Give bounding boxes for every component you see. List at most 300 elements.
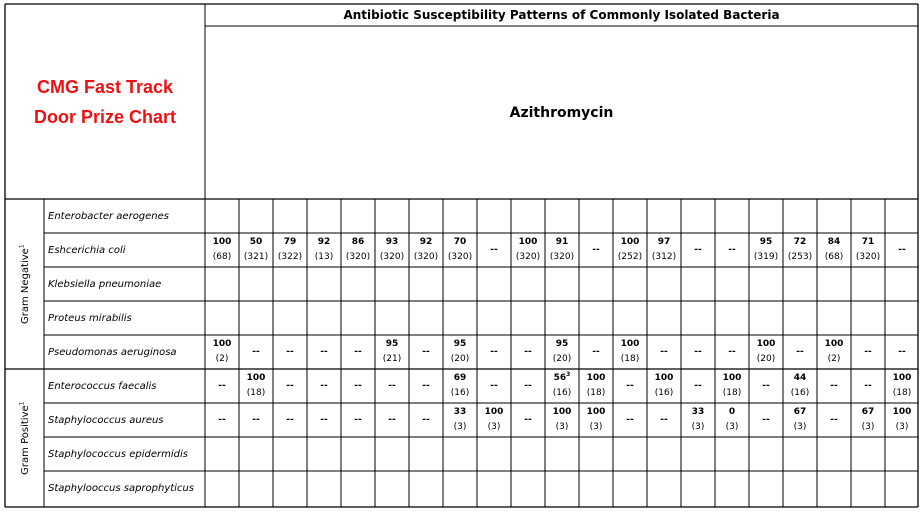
- table-cell: [205, 437, 239, 471]
- table-cell: [783, 403, 817, 437]
- table-cell: [341, 301, 375, 335]
- table-cell: [443, 233, 477, 267]
- isolate-count: (16): [654, 388, 674, 398]
- table-cell: [613, 369, 647, 403]
- table-cell: [851, 471, 885, 505]
- isolate-count: (13): [314, 252, 334, 262]
- susceptibility-value: --: [762, 380, 770, 391]
- susceptibility-value: --: [592, 346, 600, 357]
- susceptibility-value: 72: [793, 237, 807, 247]
- group-label-gram-negative: [18, 244, 30, 324]
- group-footnote-mark: 1: [18, 244, 26, 249]
- isolate-count: (18): [892, 388, 912, 398]
- susceptibility-value: 44: [793, 373, 807, 383]
- susceptibility-value: 71: [861, 237, 875, 247]
- table-cell: [273, 335, 307, 369]
- table-cell: [613, 403, 647, 437]
- table-cell: [885, 233, 919, 267]
- table-cell: [681, 199, 715, 233]
- susceptibility-value: --: [524, 380, 532, 391]
- susceptibility-value: 100: [824, 339, 844, 349]
- isolate-count: (3): [861, 422, 875, 432]
- susceptibility-value: 91: [555, 237, 569, 247]
- susceptibility-value: --: [218, 380, 226, 391]
- table-cell: [545, 301, 579, 335]
- susceptibility-value: 100: [586, 373, 606, 383]
- table-cell: [477, 233, 511, 267]
- susceptibility-value: --: [252, 346, 260, 357]
- table-cell: [749, 233, 783, 267]
- susceptibility-value: 69: [453, 373, 467, 383]
- table-cell: [443, 335, 477, 369]
- table-cell: [545, 199, 579, 233]
- organism-label: Enterococcus faecalis: [48, 380, 157, 392]
- table-cell: [307, 335, 341, 369]
- susceptibility-value: 33: [691, 407, 705, 417]
- table-cell: [307, 267, 341, 301]
- table-cell: [579, 335, 613, 369]
- table-cell: [647, 301, 681, 335]
- isolate-count: (3): [725, 422, 739, 432]
- isolate-count: (20): [450, 354, 470, 364]
- group-label-text: Gram Positive: [19, 405, 31, 475]
- table-cell: [715, 403, 749, 437]
- table-cell: [375, 301, 409, 335]
- isolate-count: (18): [620, 354, 640, 364]
- table-cell: [341, 403, 375, 437]
- isolate-count: (320): [413, 252, 439, 262]
- table-cell: [817, 233, 851, 267]
- table-cell: [817, 369, 851, 403]
- table-cell: [409, 437, 443, 471]
- table-cell: [851, 369, 885, 403]
- susceptibility-value: 100: [586, 407, 606, 417]
- table-title: Antibiotic Susceptibility Patterns of Commonly Isolated Bacteria: [343, 8, 780, 22]
- table-cell: [715, 471, 749, 505]
- table-cell: [783, 301, 817, 335]
- table-cell: [239, 199, 273, 233]
- table-cell: [885, 403, 919, 437]
- table-cell: [715, 199, 749, 233]
- table-cell: [511, 199, 545, 233]
- organism-label: Eshcerichia coli: [48, 244, 126, 256]
- isolate-count: (2): [215, 354, 229, 364]
- table-cell: [511, 233, 545, 267]
- table-cell: [511, 267, 545, 301]
- table-cell: [307, 301, 341, 335]
- table-cell: [579, 267, 613, 301]
- table-cell: [443, 199, 477, 233]
- isolate-count: (320): [379, 252, 405, 262]
- susceptibility-value: 84: [827, 237, 841, 247]
- isolate-count: (18): [586, 388, 606, 398]
- table-cell: [477, 437, 511, 471]
- table-cell: [579, 403, 613, 437]
- table-cell: [375, 403, 409, 437]
- table-cell: [681, 301, 715, 335]
- susceptibility-value: 92: [317, 237, 331, 247]
- susceptibility-value: --: [694, 244, 702, 255]
- isolate-count: (253): [787, 252, 813, 262]
- isolate-count: (21): [382, 354, 402, 364]
- table-cell: [511, 403, 545, 437]
- table-cell: [783, 233, 817, 267]
- susceptibility-value: --: [762, 414, 770, 425]
- isolate-count: (3): [589, 422, 603, 432]
- susceptibility-value: --: [524, 346, 532, 357]
- susceptibility-value: --: [320, 414, 328, 425]
- table-cell: [239, 471, 273, 505]
- susceptibility-value: --: [626, 380, 634, 391]
- susceptibility-value: --: [728, 244, 736, 255]
- table-cell: [443, 403, 477, 437]
- table-cell: [851, 301, 885, 335]
- table-cell: [681, 403, 715, 437]
- table-cell: [715, 267, 749, 301]
- susceptibility-value: 67: [861, 407, 875, 417]
- isolate-count: (252): [617, 252, 643, 262]
- susceptibility-value: --: [388, 380, 396, 391]
- table-cell: [783, 471, 817, 505]
- susceptibility-value: --: [728, 346, 736, 357]
- susceptibility-value: 100: [892, 373, 912, 383]
- table-cell: [341, 437, 375, 471]
- table-cell: [715, 335, 749, 369]
- table-cell: [613, 335, 647, 369]
- table-cell: [783, 369, 817, 403]
- table-cell: [409, 471, 443, 505]
- table-cell: [681, 233, 715, 267]
- table-cell: [545, 369, 579, 403]
- isolate-count: (2): [827, 354, 841, 364]
- table-cell: [545, 267, 579, 301]
- table-cell: [783, 267, 817, 301]
- susceptibility-value: 79: [283, 237, 297, 247]
- table-cell: [477, 267, 511, 301]
- susceptibility-value: --: [830, 414, 838, 425]
- table-cell: [613, 471, 647, 505]
- isolate-count: (16): [552, 388, 572, 398]
- table-cell: [375, 471, 409, 505]
- table-cell: [205, 369, 239, 403]
- table-cell: [749, 403, 783, 437]
- susceptibility-value: --: [286, 414, 294, 425]
- table-cell: [749, 267, 783, 301]
- table-cell: [851, 335, 885, 369]
- table-cell: [443, 301, 477, 335]
- table-cell: [205, 199, 239, 233]
- table-cell: [477, 199, 511, 233]
- table-cell: [613, 199, 647, 233]
- susceptibility-value: --: [218, 414, 226, 425]
- susceptibility-value: 100: [892, 407, 912, 417]
- susceptibility-value: --: [354, 380, 362, 391]
- susceptibility-value: --: [320, 380, 328, 391]
- organism-label: Staphylococcus epidermidis: [48, 448, 188, 460]
- table-cell: [545, 437, 579, 471]
- table-cell: [647, 403, 681, 437]
- susceptibility-value: --: [830, 380, 838, 391]
- susceptibility-value: 93: [385, 237, 399, 247]
- table-cell: [817, 267, 851, 301]
- susceptibility-value: 100: [620, 339, 640, 349]
- table-cell: [273, 403, 307, 437]
- susceptibility-value: --: [422, 380, 430, 391]
- isolate-count: (312): [651, 252, 677, 262]
- organism-label: Staphylococcus aureus: [48, 414, 164, 426]
- table-cell: [613, 233, 647, 267]
- table-cell: [817, 301, 851, 335]
- table-cell: [443, 437, 477, 471]
- table-cell: [409, 199, 443, 233]
- table-cell: [239, 233, 273, 267]
- table-cell: [409, 233, 443, 267]
- susceptibility-value: --: [320, 346, 328, 357]
- table-cell: [273, 267, 307, 301]
- table-cell: [749, 437, 783, 471]
- table-cell: [851, 199, 885, 233]
- isolate-count: (320): [515, 252, 541, 262]
- isolate-count: (18): [722, 388, 742, 398]
- table-cell: [749, 471, 783, 505]
- isolate-count: (3): [487, 422, 501, 432]
- table-cell: [647, 437, 681, 471]
- table-cell: [409, 369, 443, 403]
- organism-label: Pseudomonas aeruginosa: [48, 346, 177, 358]
- table-cell: [375, 233, 409, 267]
- susceptibility-value: 95: [453, 339, 467, 349]
- table-cell: [307, 471, 341, 505]
- organism-label: Enterobacter aerogenes: [48, 210, 170, 222]
- susceptibility-value: --: [694, 380, 702, 391]
- susceptibility-value: --: [286, 346, 294, 357]
- table-cell: [817, 335, 851, 369]
- table-cell: [749, 199, 783, 233]
- table-cell: [579, 233, 613, 267]
- isolate-count: (16): [790, 388, 810, 398]
- isolate-count: (3): [895, 422, 909, 432]
- isolate-count: (319): [753, 252, 779, 262]
- brand-block: [5, 4, 205, 199]
- susceptibility-value: $56^3$: [553, 371, 571, 383]
- table-cell: [681, 471, 715, 505]
- susceptibility-value: 95: [759, 237, 773, 247]
- susceptibility-value: --: [592, 244, 600, 255]
- table-cell: [511, 301, 545, 335]
- table-cell: [477, 301, 511, 335]
- table-cell: [681, 369, 715, 403]
- susceptibility-value: 86: [351, 237, 365, 247]
- susceptibility-value: --: [660, 346, 668, 357]
- table-cell: [409, 267, 443, 301]
- table-cell: [613, 267, 647, 301]
- susceptibility-value: --: [490, 244, 498, 255]
- table-cell: [205, 301, 239, 335]
- table-cell: [239, 403, 273, 437]
- susceptibility-value: --: [524, 414, 532, 425]
- table-cell: [579, 437, 613, 471]
- table-cell: [715, 301, 749, 335]
- table-cell: [375, 199, 409, 233]
- brand-line-2: Door Prize Chart: [33, 106, 177, 127]
- susceptibility-value: 100: [212, 237, 232, 247]
- isolate-count: (20): [552, 354, 572, 364]
- isolate-count: (3): [555, 422, 569, 432]
- table-cell: [239, 369, 273, 403]
- table-cell: [851, 403, 885, 437]
- isolate-count: (320): [447, 252, 473, 262]
- footnote-mark: 3: [566, 371, 571, 378]
- table-cell: [885, 437, 919, 471]
- table-cell: [851, 233, 885, 267]
- table-cell: [715, 233, 749, 267]
- table-cell: [817, 199, 851, 233]
- susceptibility-value: --: [286, 380, 294, 391]
- table-cell: [579, 301, 613, 335]
- isolate-count: (3): [453, 422, 467, 432]
- susceptibility-value: --: [694, 346, 702, 357]
- isolate-count: (321): [243, 252, 269, 262]
- susceptibility-value: --: [422, 346, 430, 357]
- susceptibility-value: 97: [657, 237, 671, 247]
- table-cell: [341, 335, 375, 369]
- table-cell: [341, 267, 375, 301]
- table-cell: [545, 335, 579, 369]
- table-cell: [477, 369, 511, 403]
- table-cell: [375, 437, 409, 471]
- table-cell: [885, 301, 919, 335]
- susceptibility-value: 100: [552, 407, 572, 417]
- table-cell: [749, 335, 783, 369]
- table-cell: [885, 199, 919, 233]
- susceptibility-value: --: [626, 414, 634, 425]
- susceptibility-value: --: [490, 380, 498, 391]
- isolate-count: (68): [212, 252, 232, 262]
- table-cell: [647, 267, 681, 301]
- isolate-count: (16): [450, 388, 470, 398]
- susceptibility-value: 33: [453, 407, 467, 417]
- table-cell: [239, 437, 273, 471]
- table-cell: [681, 437, 715, 471]
- table-cell: [409, 301, 443, 335]
- table-cell: [239, 267, 273, 301]
- table-cell: [783, 199, 817, 233]
- group-label-text: Gram Negative: [19, 248, 31, 324]
- table-cell: [647, 199, 681, 233]
- isolate-count: (320): [345, 252, 371, 262]
- table-cell: [511, 335, 545, 369]
- table-cell: [375, 335, 409, 369]
- susceptibility-value: 92: [419, 237, 433, 247]
- table-cell: [341, 369, 375, 403]
- isolate-count: (320): [549, 252, 575, 262]
- table-cell: [443, 267, 477, 301]
- table-cell: [749, 369, 783, 403]
- table-cell: [817, 471, 851, 505]
- table-cell: [341, 233, 375, 267]
- table-cell: [273, 369, 307, 403]
- table-cell: [885, 267, 919, 301]
- table-cell: [307, 369, 341, 403]
- table-cell: [681, 335, 715, 369]
- table-cell: [239, 301, 273, 335]
- table-cell: [443, 471, 477, 505]
- table-cell: [511, 471, 545, 505]
- susceptibility-value: 100: [722, 373, 742, 383]
- table-cell: [477, 471, 511, 505]
- table-cell: [783, 437, 817, 471]
- organism-label: Klebsiella pneumoniae: [48, 278, 162, 290]
- table-cell: [307, 403, 341, 437]
- table-cell: [409, 403, 443, 437]
- table-cell: [579, 199, 613, 233]
- table-cell: [715, 437, 749, 471]
- isolate-count: (68): [824, 252, 844, 262]
- brand-line-1: CMG Fast Track: [36, 76, 174, 97]
- table-cell: [375, 267, 409, 301]
- susceptibility-value: 95: [555, 339, 569, 349]
- table-cell: [885, 369, 919, 403]
- table-cell: [647, 471, 681, 505]
- table-cell: [409, 335, 443, 369]
- susceptibility-value: --: [422, 414, 430, 425]
- susceptibility-value: 0: [728, 407, 736, 417]
- table-cell: [205, 267, 239, 301]
- table-cell: [851, 437, 885, 471]
- susceptibility-value: 95: [385, 339, 399, 349]
- isolate-count: (20): [756, 354, 776, 364]
- table-cell: [885, 335, 919, 369]
- table-cell: [613, 437, 647, 471]
- susceptibility-value: 100: [756, 339, 776, 349]
- organism-label: Proteus mirabilis: [48, 312, 132, 324]
- table-cell: [851, 267, 885, 301]
- table-cell: [239, 335, 273, 369]
- table-cell: [817, 403, 851, 437]
- table-cell: [613, 301, 647, 335]
- table-cell: [885, 471, 919, 505]
- table-cell: [477, 403, 511, 437]
- table-cell: [205, 335, 239, 369]
- table-cell: [307, 233, 341, 267]
- susceptibility-value: --: [252, 414, 260, 425]
- table-cell: [205, 471, 239, 505]
- isolate-count: (18): [246, 388, 266, 398]
- susceptibility-value: --: [864, 380, 872, 391]
- susceptibility-value: 100: [620, 237, 640, 247]
- table-cell: [579, 471, 613, 505]
- table-cell: [817, 437, 851, 471]
- table-cell: [647, 369, 681, 403]
- table-cell: [443, 369, 477, 403]
- organism-label: Staphylooccus saprophyticus: [48, 482, 195, 494]
- table-cell: [749, 301, 783, 335]
- susceptibility-value: --: [864, 346, 872, 357]
- susceptibility-value: --: [660, 414, 668, 425]
- table-cell: [307, 437, 341, 471]
- susceptibility-value: 100: [212, 339, 232, 349]
- table-cell: [681, 267, 715, 301]
- table-cell: [545, 233, 579, 267]
- table-cell: [205, 233, 239, 267]
- susceptibility-value: 100: [518, 237, 538, 247]
- table-cell: [579, 369, 613, 403]
- susceptibility-value: --: [490, 346, 498, 357]
- isolate-count: (3): [793, 422, 807, 432]
- table-cell: [273, 199, 307, 233]
- table-cell: [341, 471, 375, 505]
- susceptibility-value: --: [354, 414, 362, 425]
